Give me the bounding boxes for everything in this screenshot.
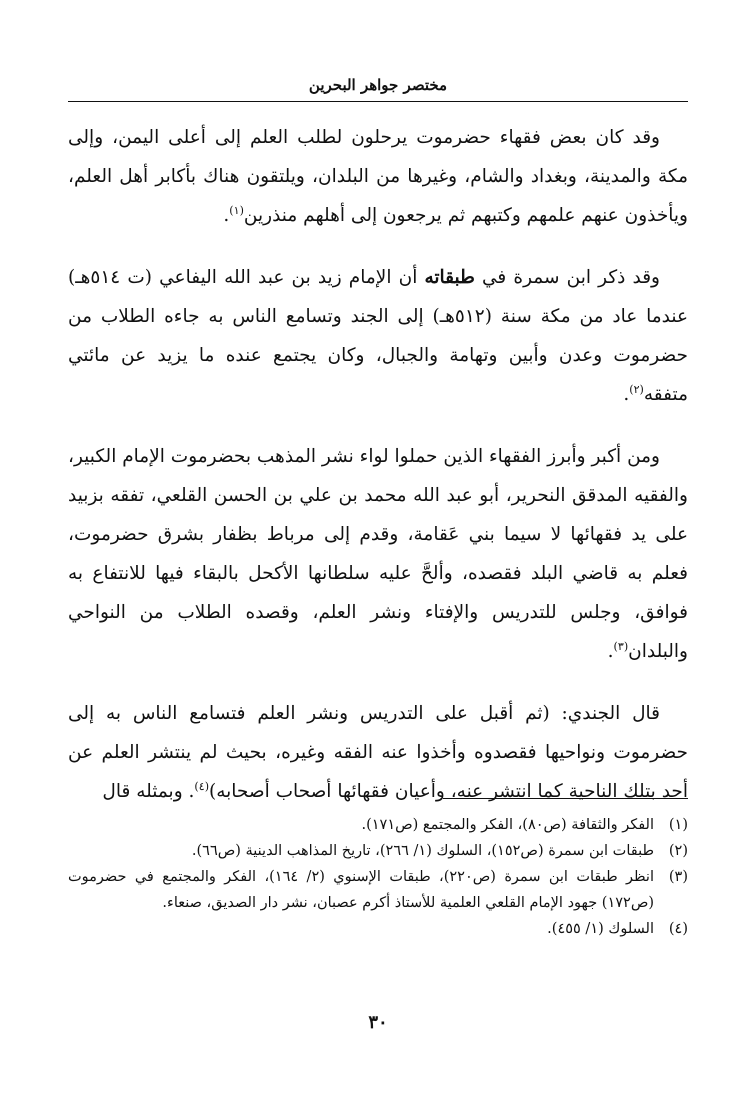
paragraph-1 — [68, 118, 688, 235]
paragraph-text: . — [607, 641, 614, 662]
footnote-text: الفكر والثقافة (ص٨٠)، الفكر والمجتمع (ص١٧١). — [361, 817, 654, 833]
paragraph-text: . — [623, 384, 630, 405]
header-rule — [68, 101, 688, 102]
paragraph-text: . وبمثله قال — [102, 781, 195, 802]
footnote-text: انظر طبقات ابن سمرة (ص٢٢٠)، طبقات الإسنوي (٢/ ١٦٤)، الفكر والمجتمع في حضرموت (ص١٧٢) جهود الإمام القلعي العلمية للأستاذ أكرم عصبان، نشر دار الصديق، صنعاء. — [68, 869, 654, 911]
page-number: ٣٠ — [368, 1012, 388, 1033]
main-text — [68, 118, 688, 811]
footnote-ref-2[interactable]: (٢) — [629, 382, 644, 396]
paragraph-2 — [68, 258, 688, 414]
paragraph-4 — [68, 694, 688, 811]
footnote-ref-3[interactable]: (٣) — [613, 639, 629, 653]
book-title: طبقاته — [424, 267, 475, 288]
footnote-separator — [443, 798, 688, 799]
footnote-ref-1[interactable]: (١) — [229, 203, 244, 217]
footnote-3 — [68, 864, 688, 916]
paragraph-text: قال الجندي: (ثم أقبل على التدريس ونشر العلم فتسامع الناس به إلى حضرموت ونواحيها فقصدوه وأخذوا عنه الفقه وغيره، بحيث لم ينتشر العلم عن أحد بتلك الناحية كما انتشر عنه، وأعيان فقهائها أصحاب أصحابه) — [68, 703, 688, 802]
paragraph-text: . — [223, 205, 230, 226]
footnote-number: (٤) — [668, 921, 688, 937]
footnote-2 — [68, 838, 688, 864]
footnote-number: (٢) — [668, 843, 688, 859]
paragraph-text: وقد ذكر ابن سمرة في — [474, 267, 660, 288]
paragraph-text: وقد كان بعض فقهاء حضرموت يرحلون لطلب العلم إلى أعلى اليمن، وإلى مكة والمدينة، وبغداد والشام، وغيرها من البلدان، ويلتقون هناك بأكابر أهل العلم، ويأخذون عنهم علمهم وكتبهم ثم يرجعون إلى أهلهم منذرين — [68, 127, 688, 226]
footnote-number: (٣) — [668, 869, 688, 885]
paragraph-text: ومن أكبر وأبرز الفقهاء الذين حملوا لواء نشر المذهب بحضرموت الإمام الكبير، والفقيه المدقق النحرير، أبو عبد الله محمد بن علي بن الحسن القلعي، تفقه بزبيد على يد فقهائها لا سيما بني عَقامة، وقدم إلى مرباط بظفار بشرق حضرموت، فعلم به قاضي البلد فقصده، وألحَّ عليه سلطانها الأكحل بالبقاء فيها للانتفاع به فوافق، وجلس للتدريس والإفتاء ونشر العلم، وقصده الطلاب من النواحي والبلدان — [68, 446, 688, 662]
footnotes — [68, 812, 688, 942]
running-head: مختصر جواهر البحرين — [308, 76, 448, 94]
paragraph-3 — [68, 437, 688, 671]
footnote-ref-4[interactable]: (٤) — [194, 779, 210, 793]
footnote-number: (١) — [668, 817, 688, 833]
footnote-text: السلوك (١/ ٤٥٥). — [547, 921, 654, 937]
footnote-text: طبقات ابن سمرة (ص١٥٢)، السلوك (١/ ٢٦٦)، تاريخ المذاهب الدينية (ص٦٦). — [191, 843, 654, 859]
footnote-4 — [68, 916, 688, 942]
page-content — [68, 0, 688, 1112]
paragraph-text: أن الإمام زيد بن عبد الله اليفاعي (ت ٥١٤هـ) عندما عاد من مكة سنة (٥١٢هـ) إلى الجند وتسامع الناس به جاءه الطلاب من حضرموت وعدن وأبين وتهامة والجبال، وكان يجتمع عنده ما يزيد عن مائتي متفقه — [68, 267, 688, 405]
footnote-1 — [68, 812, 688, 838]
